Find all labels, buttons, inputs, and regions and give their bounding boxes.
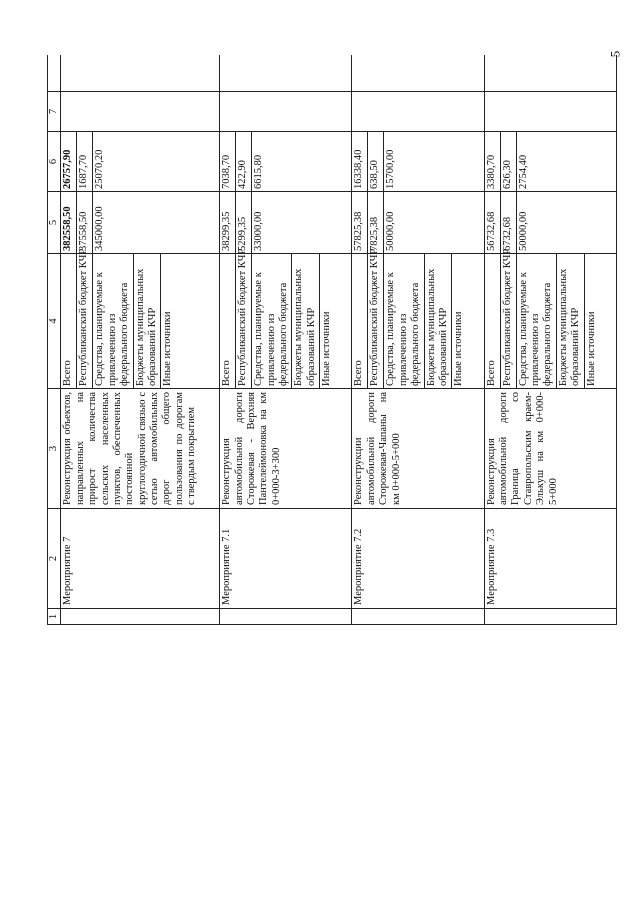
source-label: Иные источники xyxy=(453,311,465,386)
source-label: Всего xyxy=(61,254,77,388)
source-label: Бюджеты муниципальных образований КЧР xyxy=(425,254,453,388)
amount-value: 50000,00 xyxy=(517,211,529,251)
header-cell xyxy=(48,55,61,92)
amount-value: 33000,00 xyxy=(253,211,265,251)
source-label: Всего xyxy=(220,254,236,388)
table-row xyxy=(352,55,484,625)
amount-value: 16338,40 xyxy=(352,132,368,191)
amount-value: 2754,40 xyxy=(517,154,529,189)
measure-code: Мероприятие 7.1 xyxy=(220,509,352,609)
funding-sources xyxy=(484,248,616,389)
amount-col5 xyxy=(61,192,220,254)
row-number-cell xyxy=(220,609,352,625)
source-label: Всего xyxy=(352,254,368,388)
amount-col8 xyxy=(352,55,484,92)
table-row xyxy=(484,55,616,625)
header-row xyxy=(48,55,61,625)
amount-value: 7825,38 xyxy=(368,192,384,253)
measure-description: Реконструкция автомобильной дороги Граница со Ставропольским краем-Элькуш на км 0+000-5+000 xyxy=(484,389,616,509)
amount-col5 xyxy=(484,192,616,254)
source-label: Средства, планируемые к привлечению из федерального бюджета xyxy=(93,254,133,388)
amount-col7 xyxy=(352,92,484,132)
measure-code: Мероприятие 7.3 xyxy=(484,509,616,609)
amount-value: 6732,68 xyxy=(501,192,517,253)
amount-value: 25070,20 xyxy=(94,149,106,189)
amount-col5 xyxy=(220,192,352,254)
source-label: Средства, планируемые к привлечению из федерального бюджета xyxy=(517,254,557,388)
amount-col7 xyxy=(220,92,352,132)
amount-value: 7038,70 xyxy=(220,132,236,191)
measure-description: Реконструкции автомобильной дороги Сторожевая-Чапаны на км 0+000-5+000 xyxy=(352,389,484,509)
amount-value: 6615,80 xyxy=(253,154,265,189)
amount-col5 xyxy=(352,192,484,254)
amount-col7 xyxy=(61,92,220,132)
header-cell: 3 xyxy=(48,389,61,509)
source-label: Всего xyxy=(485,254,501,388)
amount-value: 626,30 xyxy=(501,132,517,191)
source-label: Иные источники xyxy=(162,311,174,386)
header-cell: 7 xyxy=(48,92,61,132)
measure-code: Мероприятие 7 xyxy=(61,509,220,609)
page-number: 5 xyxy=(607,50,623,58)
header-cell: 6 xyxy=(48,132,61,192)
amount-value: 38299,35 xyxy=(220,192,236,253)
amount-value: 382558,50 xyxy=(61,192,77,253)
measure-code: Мероприятие 7.2 xyxy=(352,509,484,609)
table-row xyxy=(61,55,220,625)
rotated-table-frame xyxy=(47,55,617,840)
source-label: Средства, планируемые к привлечению из федерального бюджета xyxy=(252,254,292,388)
rotated-table-content xyxy=(47,55,617,625)
measure-description: Реконструкция автомобильной дороги Сторожевая - Верхняя Пантелеймоновка на км 0+000-3+300 xyxy=(220,389,352,509)
source-label: Средства, планируемые к привлечению из федерального бюджета xyxy=(384,254,424,388)
amount-value: 15700,00 xyxy=(385,149,397,189)
program-table xyxy=(47,55,617,625)
funding-sources xyxy=(220,248,352,389)
amount-col6 xyxy=(484,132,616,192)
source-label: Республиканский бюджет КЧР xyxy=(368,254,384,388)
funding-sources xyxy=(352,248,484,389)
amount-value: 3380,70 xyxy=(485,132,501,191)
funding-sources xyxy=(61,248,220,389)
amount-col6 xyxy=(61,132,220,192)
row-number-cell xyxy=(484,609,616,625)
amount-value: 37558,50 xyxy=(77,192,93,253)
amount-col8 xyxy=(61,55,220,92)
header-cell: 5 xyxy=(48,192,61,254)
amount-value: 5299,35 xyxy=(236,192,252,253)
source-label: Иные источники xyxy=(321,311,333,386)
source-label: Республиканский бюджет КЧР xyxy=(236,254,252,388)
table-row xyxy=(220,55,352,625)
amount-value: 26757,90 xyxy=(61,132,77,191)
amount-col8 xyxy=(220,55,352,92)
amount-value: 57825,38 xyxy=(352,192,368,253)
amount-value: 638,50 xyxy=(368,132,384,191)
source-label: Иные источники xyxy=(585,311,597,386)
source-label: Республиканский бюджет КЧР xyxy=(501,254,517,388)
source-label: Бюджеты муниципальных образований КЧР xyxy=(292,254,320,388)
amount-value: 1687,70 xyxy=(77,132,93,191)
header-cell: 1 xyxy=(48,609,61,625)
amount-col6 xyxy=(352,132,484,192)
header-cell: 4 xyxy=(48,254,61,389)
header-cell: 2 xyxy=(48,509,61,609)
amount-value: 345000,00 xyxy=(94,206,106,251)
source-label: Бюджеты муниципальных образований КЧР xyxy=(557,254,585,388)
row-number-cell xyxy=(61,609,220,625)
source-label: Бюджеты муниципальных образований КЧР xyxy=(134,254,162,388)
amount-col6 xyxy=(220,132,352,192)
amount-value: 50000,00 xyxy=(385,211,397,251)
amount-col8 xyxy=(484,55,616,92)
amount-value: 56732,68 xyxy=(485,192,501,253)
row-number-cell xyxy=(352,609,484,625)
source-label: Республиканский бюджет КЧР xyxy=(77,254,93,388)
amount-col7 xyxy=(484,92,616,132)
measure-description: Реконструкция объектов, направленных на прирост количества сельских населенных пунктов, обеспеченных постоянной круглогодичной связью с сетью автомобильных дорог общего пользования по дорогам с твердым покрытием xyxy=(61,389,220,509)
amount-value: 422,90 xyxy=(236,132,252,191)
